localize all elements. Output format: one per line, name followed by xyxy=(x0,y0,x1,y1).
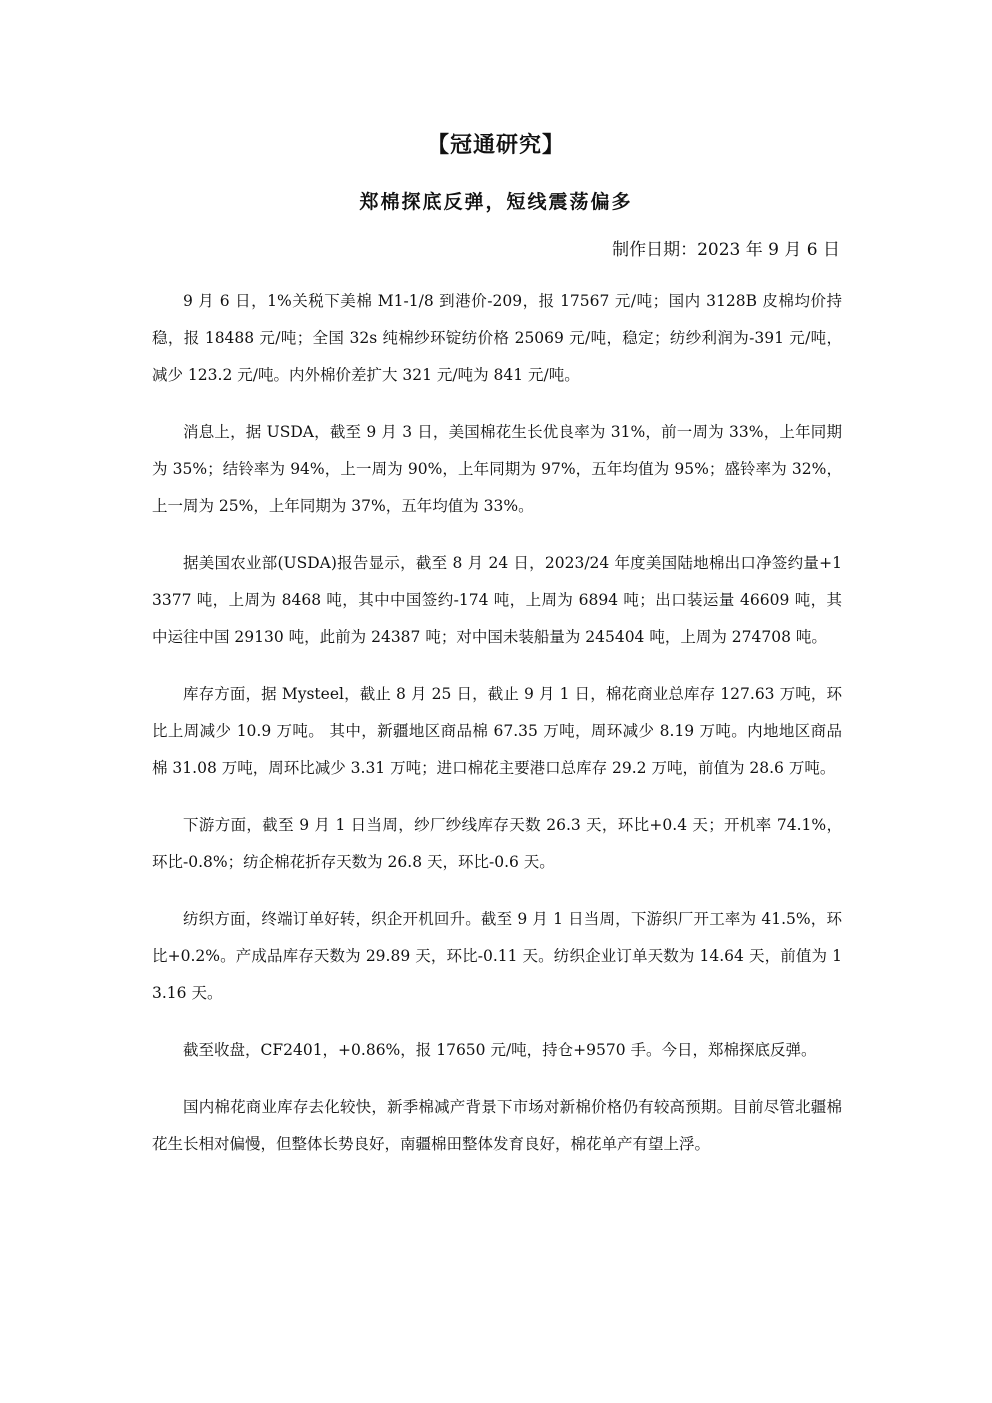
report-date: 制作日期：2023 年 9 月 6 日 xyxy=(612,240,840,260)
paragraph-downstream: 下游方面，截至 9 月 1 日当周，纱厂纱线库存天数 26.3 天，环比+0.4 天；开机率 74.1%，环比-0.8%；纺企棉花折存天数为 26.8 天，环比-0.6 天。 xyxy=(152,816,842,871)
paragraph-close: 截至收盘，CF2401，+0.86%，报 17650 元/吨，持仓+9570 手。今日，郑棉探底反弹。 xyxy=(183,1041,817,1059)
paragraph-outlook: 国内棉花商业库存去化较快，新季棉减产背景下市场对新棉价格仍有较高预期。目前尽管北疆棉花生长相对偏慢，但整体长势良好，南疆棉田整体发育良好，棉花单产有望上浮。 xyxy=(152,1098,842,1153)
paragraph-inventory: 库存方面，据 Mysteel，截止 8 月 25 日，截止 9 月 1 日，棉花商业总库存 127.63 万吨，环比上周减少 10.9 万吨。 其中，新疆地区商品棉 67.35 万吨，周环减少 8.19 万吨。内地地区商品棉 31.08 万吨，周环比减少 3.31 万吨；进口棉花主要港口总库存 29.2 万吨，前值为 28.6 万吨。 xyxy=(152,685,842,777)
report-title: 郑棉探底反弹，短线震荡偏多 xyxy=(359,191,633,213)
paragraph-usda-export: 据美国农业部(USDA)报告显示，截至 8 月 24 日，2023/24 年度美国陆地棉出口净签约量+13377 吨，上周为 8468 吨，其中中国签约-174 吨，上周为 6894 吨；出口装运量 46609 吨，其中运往中国 29130 吨，此前为 24387 吨；对中国未装船量为 245404 吨，上周为 274708 吨。 xyxy=(152,554,842,646)
report-body xyxy=(152,283,842,1183)
paragraph-textile: 纺织方面，终端订单好转，织企开机回升。截至 9 月 1 日当周，下游织厂开工率为 41.5%，环比+0.2%。产成品库存天数为 29.89 天，环比-0.11 天。纺织企业订单天数为 14.64 天，前值为 13.16 天。 xyxy=(152,910,842,1002)
report-header: 【冠通研究】 xyxy=(426,132,565,158)
paragraph-price: 9 月 6 日，1%关税下美棉 M1-1/8 到港价-209，报 17567 元/吨；国内 3128B 皮棉均价持稳，报 18488 元/吨；全国 32s 纯棉纱环锭纺价格 25069 元/吨，稳定；纺纱利润为-391 元/吨，减少 123.2 元/吨。内外棉价差扩大 321 元/吨为 841 元/吨。 xyxy=(152,292,842,384)
paragraph-usda-crop: 消息上，据 USDA，截至 9 月 3 日，美国棉花生长优良率为 31%，前一周为 33%，上年同期为 35%；结铃率为 94%，上一周为 90%，上年同期为 97%，五年均值为 95%；盛铃率为 32%，上一周为 25%，上年同期为 37%，五年均值为 33%。 xyxy=(152,423,842,515)
